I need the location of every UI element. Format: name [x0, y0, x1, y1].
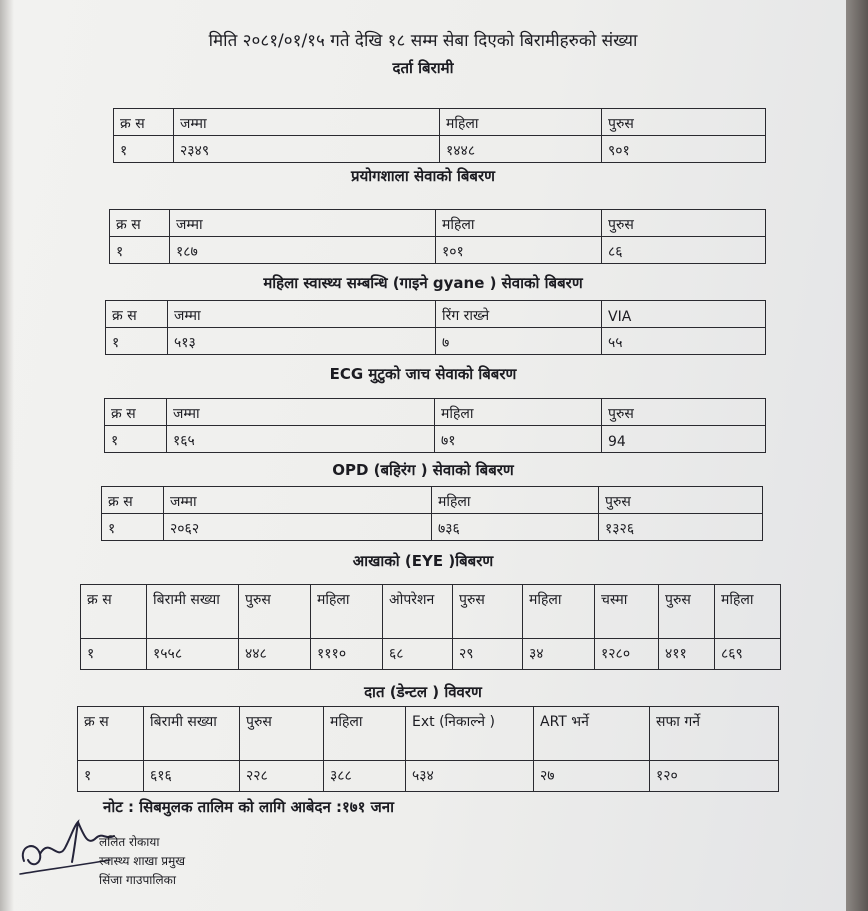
- table-cell: २९: [453, 639, 523, 670]
- background-edge: [846, 0, 868, 911]
- header-cell: पुरुस: [602, 109, 766, 136]
- dental-table: [77, 706, 779, 792]
- table-cell: ४४८: [239, 639, 311, 670]
- signatory-block: [99, 833, 185, 890]
- table-cell: १२८०: [595, 639, 659, 670]
- table-cell: २३४९: [174, 136, 440, 163]
- page-shadow: [0, 0, 14, 911]
- eye-heading: आखाको (EYE )बिबरण: [352, 552, 494, 570]
- table-cell: २२८: [240, 761, 324, 792]
- signatory-office: सिंजा गाउपालिका: [99, 873, 176, 887]
- header-cell: क्र स: [110, 210, 170, 237]
- table-cell: ७१: [435, 426, 602, 453]
- registered-table: [113, 108, 766, 163]
- header-cell: क्र स: [106, 301, 168, 328]
- header-cell: पुरुस: [239, 585, 311, 639]
- table-row: [114, 136, 766, 163]
- header-cell: पुरुस: [602, 210, 766, 237]
- table-cell: ८६: [602, 237, 766, 264]
- table-row: [81, 639, 781, 670]
- table-cell: १: [106, 328, 168, 355]
- gyane-heading: महिला स्वास्थ्य सम्बन्धि (गाइने gyane ) सेवाको बिबरण: [263, 274, 583, 292]
- table-cell: ६८: [383, 639, 453, 670]
- header-cell: बिरामी सख्या: [144, 707, 240, 761]
- header-cell: क्र स: [105, 399, 167, 426]
- table-cell: २०६२: [164, 514, 432, 541]
- header-cell: जम्मा: [167, 399, 435, 426]
- table-header-row: [81, 585, 781, 639]
- opd-table: [101, 486, 763, 541]
- header-cell: जम्मा: [168, 301, 436, 328]
- table-cell: १: [110, 237, 170, 264]
- header-cell: रिंग राख्ने: [436, 301, 602, 328]
- training-note: नोट : सिबमुलक तालिम को लागि आबेदन :१७१ जना: [103, 798, 394, 816]
- header-cell: क्र स: [78, 707, 144, 761]
- header-cell: ART भर्ने: [534, 707, 650, 761]
- table-header-row: [78, 707, 779, 761]
- table-row: [78, 761, 779, 792]
- eye-table: [80, 584, 781, 670]
- signatory-position: स्वास्थ्य शाखा प्रमुख: [99, 854, 186, 868]
- table-cell: ८६९: [715, 639, 781, 670]
- table-cell: ४११: [659, 639, 715, 670]
- table-cell: ३४: [523, 639, 595, 670]
- table-header-row: [106, 301, 766, 328]
- header-cell: जम्मा: [174, 109, 440, 136]
- table-header-row: [105, 399, 766, 426]
- header-cell: महिला: [436, 210, 602, 237]
- table-row: [102, 514, 763, 541]
- header-cell: महिला: [440, 109, 602, 136]
- table-row: [110, 237, 766, 264]
- dental-heading: दात (डेन्टल ) विवरण: [364, 683, 482, 701]
- header-cell: पुरुस: [659, 585, 715, 639]
- header-cell: महिला: [715, 585, 781, 639]
- table-cell: १: [105, 426, 167, 453]
- table-cell: १४४८: [440, 136, 602, 163]
- table-row: [105, 426, 766, 453]
- table-header-row: [110, 210, 766, 237]
- table-header-row: [102, 487, 763, 514]
- table-cell: १: [81, 639, 147, 670]
- header-cell: जम्मा: [164, 487, 432, 514]
- table-cell: २७: [534, 761, 650, 792]
- header-cell: पुरुस: [599, 487, 763, 514]
- document-title: मिति २०८१/०१/१५ गते देखि १८ सम्म सेबा दिएको बिरामीहरुको संख्या: [208, 31, 638, 51]
- gyane-table: [105, 300, 766, 355]
- table-header-row: [114, 109, 766, 136]
- header-cell: पुरुस: [602, 399, 766, 426]
- signatory-name: ललित रोकाया: [99, 835, 160, 849]
- table-cell: १: [78, 761, 144, 792]
- table-cell: १८७: [170, 237, 436, 264]
- table-cell: ५५: [602, 328, 766, 355]
- header-cell: पुरुस: [240, 707, 324, 761]
- table-cell: १५५८: [147, 639, 239, 670]
- table-cell: ३८८: [324, 761, 406, 792]
- header-cell: बिरामी सख्या: [147, 585, 239, 639]
- ecg-table: [104, 398, 766, 453]
- header-cell: महिला: [435, 399, 602, 426]
- header-cell: महिला: [523, 585, 595, 639]
- header-cell: ओपरेशन: [383, 585, 453, 639]
- header-cell: महिला: [311, 585, 383, 639]
- table-cell: १२०: [650, 761, 779, 792]
- header-cell: महिला: [324, 707, 406, 761]
- table-cell: १०१: [436, 237, 602, 264]
- lab-heading: प्रयोगशाला सेवाको बिबरण: [351, 167, 495, 185]
- table-cell: १६५: [167, 426, 435, 453]
- table-cell: ६१६: [144, 761, 240, 792]
- opd-heading: OPD (बहिरंग ) सेवाको बिबरण: [332, 461, 514, 479]
- ecg-heading: ECG मुटुको जाच सेवाको बिबरण: [329, 365, 517, 383]
- header-cell: VIA: [602, 301, 766, 328]
- header-cell: Ext (निकाल्ने ): [406, 707, 534, 761]
- table-cell: ९०१: [602, 136, 766, 163]
- lab-table: [109, 209, 766, 264]
- table-cell: ७: [436, 328, 602, 355]
- table-cell: 94: [602, 426, 766, 453]
- table-cell: १: [114, 136, 174, 163]
- header-cell: क्र स: [81, 585, 147, 639]
- header-cell: पुरुस: [453, 585, 523, 639]
- table-row: [106, 328, 766, 355]
- table-cell: १३२६: [599, 514, 763, 541]
- table-cell: ५१३: [168, 328, 436, 355]
- table-cell: ७३६: [432, 514, 599, 541]
- header-cell: महिला: [432, 487, 599, 514]
- registered-patients-heading: दर्ता बिरामी: [392, 59, 454, 77]
- header-cell: चस्मा: [595, 585, 659, 639]
- header-cell: क्र स: [102, 487, 164, 514]
- table-cell: १: [102, 514, 164, 541]
- header-cell: क्र स: [114, 109, 174, 136]
- header-cell: जम्मा: [170, 210, 436, 237]
- table-cell: ५३४: [406, 761, 534, 792]
- table-cell: १११०: [311, 639, 383, 670]
- header-cell: सफा गर्ने: [650, 707, 779, 761]
